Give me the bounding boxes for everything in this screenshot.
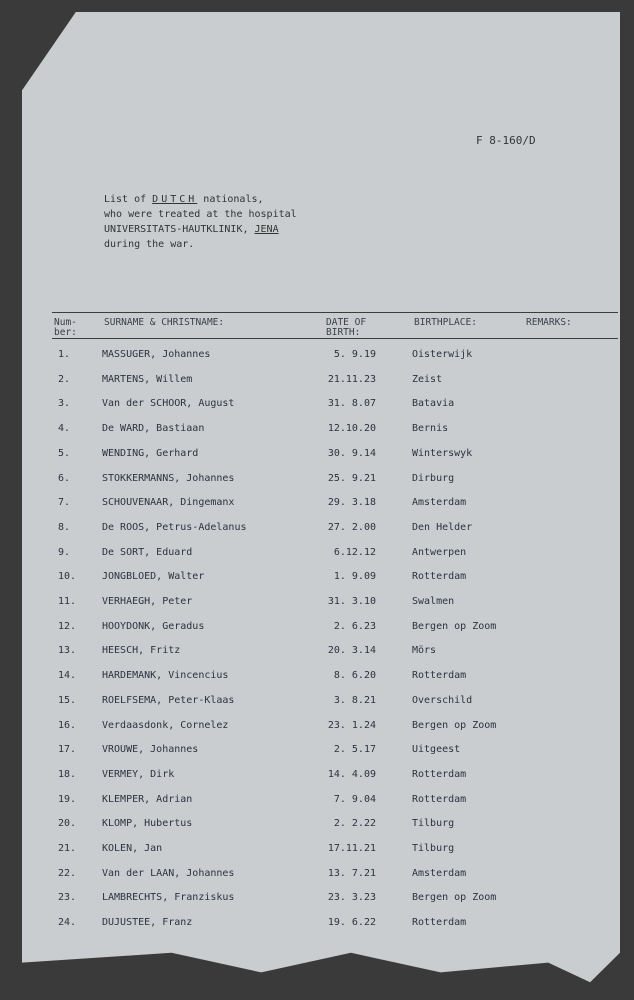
date-of-birth: 27. 2.00 xyxy=(327,521,376,533)
row-number: 24. xyxy=(58,917,77,929)
birthplace: Overschild xyxy=(412,694,473,706)
table-row xyxy=(0,843,634,867)
document-reference: F 8-160/D xyxy=(476,134,536,147)
row-number: 14. xyxy=(58,670,77,682)
patient-name: De WARD, Bastiaan xyxy=(102,423,205,435)
header-name: SURNAME & CHRISTNAME: xyxy=(104,317,225,328)
birthplace: Rotterdam xyxy=(412,571,467,583)
row-number: 22. xyxy=(58,867,77,879)
table-row xyxy=(0,473,634,497)
date-of-birth: 31. 8.07 xyxy=(327,398,376,410)
birthplace: Amsterdam xyxy=(412,497,467,509)
patient-name: HEESCH, Fritz xyxy=(102,645,181,657)
birthplace: Dirburg xyxy=(412,472,455,484)
date-of-birth: 1. 9.09 xyxy=(333,571,376,583)
patient-name: ROELFSEMA, Peter-Klaas xyxy=(102,694,235,706)
table-row xyxy=(0,571,634,595)
row-number: 15. xyxy=(58,694,77,706)
table-row xyxy=(0,892,634,916)
row-number: 21. xyxy=(58,843,77,854)
table-row xyxy=(0,868,634,892)
row-number: 8. xyxy=(58,521,71,533)
header-dob-line2: BIRTH: xyxy=(326,327,361,338)
date-of-birth: 6.12.12 xyxy=(333,546,376,558)
patient-name: De ROOS, Petrus-Adelanus xyxy=(102,521,247,533)
birthplace: Bergen op Zoom xyxy=(412,892,497,904)
date-of-birth: 29. 3.18 xyxy=(327,497,376,509)
table-row xyxy=(0,398,634,422)
patient-name: KLEMPER, Adrian xyxy=(102,793,193,805)
date-of-birth: 13. 7.21 xyxy=(327,867,376,879)
patient-name: STOKKERMANNS, Johannes xyxy=(102,472,235,484)
birthplace: Batavia xyxy=(412,398,455,410)
row-number: 20. xyxy=(58,818,77,830)
date-of-birth: 19. 6.22 xyxy=(327,917,376,929)
header-dob-line1: DATE OF xyxy=(326,317,367,328)
patient-name: JONGBLOED, Walter xyxy=(102,571,205,583)
birthplace: Oisterwijk xyxy=(412,349,473,360)
table-row xyxy=(0,695,634,719)
intro-line-3 xyxy=(104,222,297,237)
header-dob xyxy=(326,318,366,338)
table-top-rule xyxy=(52,312,618,313)
birthplace: Rotterdam xyxy=(412,670,467,682)
patient-name: VROUWE, Johannes xyxy=(102,744,199,756)
patient-name: HOOYDONK, Geradus xyxy=(102,620,205,632)
table-row xyxy=(0,794,634,818)
row-number: 7. xyxy=(58,497,71,509)
birthplace: Amsterdam xyxy=(412,867,467,879)
row-number: 5. xyxy=(58,447,71,459)
patient-name: MARTENS, Willem xyxy=(102,373,193,385)
row-number: 1. xyxy=(58,349,71,360)
date-of-birth: 7. 9.04 xyxy=(333,793,376,805)
table-row xyxy=(0,645,634,669)
date-of-birth: 31. 3.10 xyxy=(327,596,376,607)
table-row xyxy=(0,448,634,472)
date-of-birth: 5. 9.19 xyxy=(333,349,376,360)
table-row xyxy=(0,670,634,694)
header-number xyxy=(54,318,77,338)
patient-name: KOLEN, Jan xyxy=(102,843,163,854)
row-number: 17. xyxy=(58,744,77,756)
date-of-birth: 14. 4.09 xyxy=(327,768,376,780)
patient-name: DUJUSTEE, Franz xyxy=(102,917,193,929)
patient-name: Verdaasdonk, Cornelez xyxy=(102,719,229,731)
patient-name: Van der LAAN, Johannes xyxy=(102,867,235,879)
row-number: 23. xyxy=(58,892,77,904)
row-number: 13. xyxy=(58,645,77,657)
table-row xyxy=(0,818,634,842)
birthplace: Zeist xyxy=(412,373,443,385)
date-of-birth: 2. 2.22 xyxy=(333,818,376,830)
table-row xyxy=(0,423,634,447)
table-row xyxy=(0,547,634,571)
date-of-birth: 2. 5.17 xyxy=(333,744,376,756)
birthplace: Den Helder xyxy=(412,521,473,533)
table-row xyxy=(0,621,634,645)
table-row xyxy=(0,497,634,521)
patient-name: Van der SCHOOR, August xyxy=(102,398,235,410)
intro-hospital: UNIVERSITATS-HAUTKLINIK, xyxy=(104,224,255,235)
date-of-birth: 30. 9.14 xyxy=(327,447,376,459)
birthplace: Tilburg xyxy=(412,818,455,830)
birthplace: Bergen op Zoom xyxy=(412,719,497,731)
birthplace: Winterswyk xyxy=(412,447,473,459)
row-number: 4. xyxy=(58,423,71,435)
birthplace: Rotterdam xyxy=(412,917,467,929)
date-of-birth: 8. 6.20 xyxy=(333,670,376,682)
birthplace: Mörs xyxy=(412,645,437,657)
table-header-rule xyxy=(52,338,618,339)
birthplace: Antwerpen xyxy=(412,546,467,558)
table-row xyxy=(0,596,634,620)
birthplace: Rotterdam xyxy=(412,768,467,780)
date-of-birth: 21.11.23 xyxy=(327,373,376,385)
date-of-birth: 2. 6.23 xyxy=(333,620,376,632)
row-number: 10. xyxy=(58,571,77,583)
table-row xyxy=(0,720,634,744)
table-row xyxy=(0,769,634,793)
date-of-birth: 20. 3.14 xyxy=(327,645,376,657)
patient-name: KLOMP, Hubertus xyxy=(102,818,193,830)
row-number: 18. xyxy=(58,768,77,780)
patient-name: LAMBRECHTS, Franziskus xyxy=(102,892,235,904)
birthplace: Bernis xyxy=(412,423,449,435)
table-row xyxy=(0,917,634,941)
birthplace: Uitgeest xyxy=(412,744,461,756)
patient-name: VERHAEGH, Peter xyxy=(102,596,193,607)
date-of-birth: 23. 1.24 xyxy=(327,719,376,731)
intro-line-2: who were treated at the hospital xyxy=(104,209,297,220)
patient-name: WENDING, Gerhard xyxy=(102,447,199,459)
row-number: 12. xyxy=(58,620,77,632)
patient-name: De SORT, Eduard xyxy=(102,546,193,558)
row-number: 3. xyxy=(58,398,71,410)
header-birthplace: BIRTHPLACE: xyxy=(414,317,477,328)
patient-name: VERMEY, Dirk xyxy=(102,768,175,780)
intro-text-part: nationals, xyxy=(197,194,264,205)
date-of-birth: 25. 9.21 xyxy=(327,472,376,484)
intro-text-part: List of xyxy=(104,194,153,205)
date-of-birth: 23. 3.23 xyxy=(327,892,376,904)
row-number: 11. xyxy=(58,596,77,607)
row-number: 9. xyxy=(58,546,71,558)
intro-city: JENA xyxy=(254,224,279,235)
table-row xyxy=(0,349,634,373)
birthplace: Tilburg xyxy=(412,843,455,854)
table-row xyxy=(0,522,634,546)
birthplace: Rotterdam xyxy=(412,793,467,805)
birthplace: Swalmen xyxy=(412,596,455,607)
row-number: 19. xyxy=(58,793,77,805)
intro-line-4: during the war. xyxy=(104,239,195,250)
date-of-birth: 3. 8.21 xyxy=(333,694,376,706)
row-number: 16. xyxy=(58,719,77,731)
intro-nationality: DUTCH xyxy=(152,194,198,205)
patient-name: SCHOUVENAAR, Dingemanx xyxy=(102,497,235,509)
row-number: 2. xyxy=(58,373,71,385)
header-number-line2: ber: xyxy=(54,327,77,338)
patient-name: HARDEMANK, Vincencius xyxy=(102,670,229,682)
table-row xyxy=(0,374,634,398)
patient-name: MASSUGER, Johannes xyxy=(102,349,211,360)
date-of-birth: 12.10.20 xyxy=(327,423,376,435)
table-row xyxy=(0,744,634,768)
header-remarks: REMARKS: xyxy=(526,317,572,328)
date-of-birth: 17.11.21 xyxy=(327,843,376,854)
intro-text xyxy=(104,192,297,252)
intro-line-1 xyxy=(104,192,297,207)
header-number-line1: Num- xyxy=(54,317,77,328)
birthplace: Bergen op Zoom xyxy=(412,620,497,632)
row-number: 6. xyxy=(58,472,71,484)
